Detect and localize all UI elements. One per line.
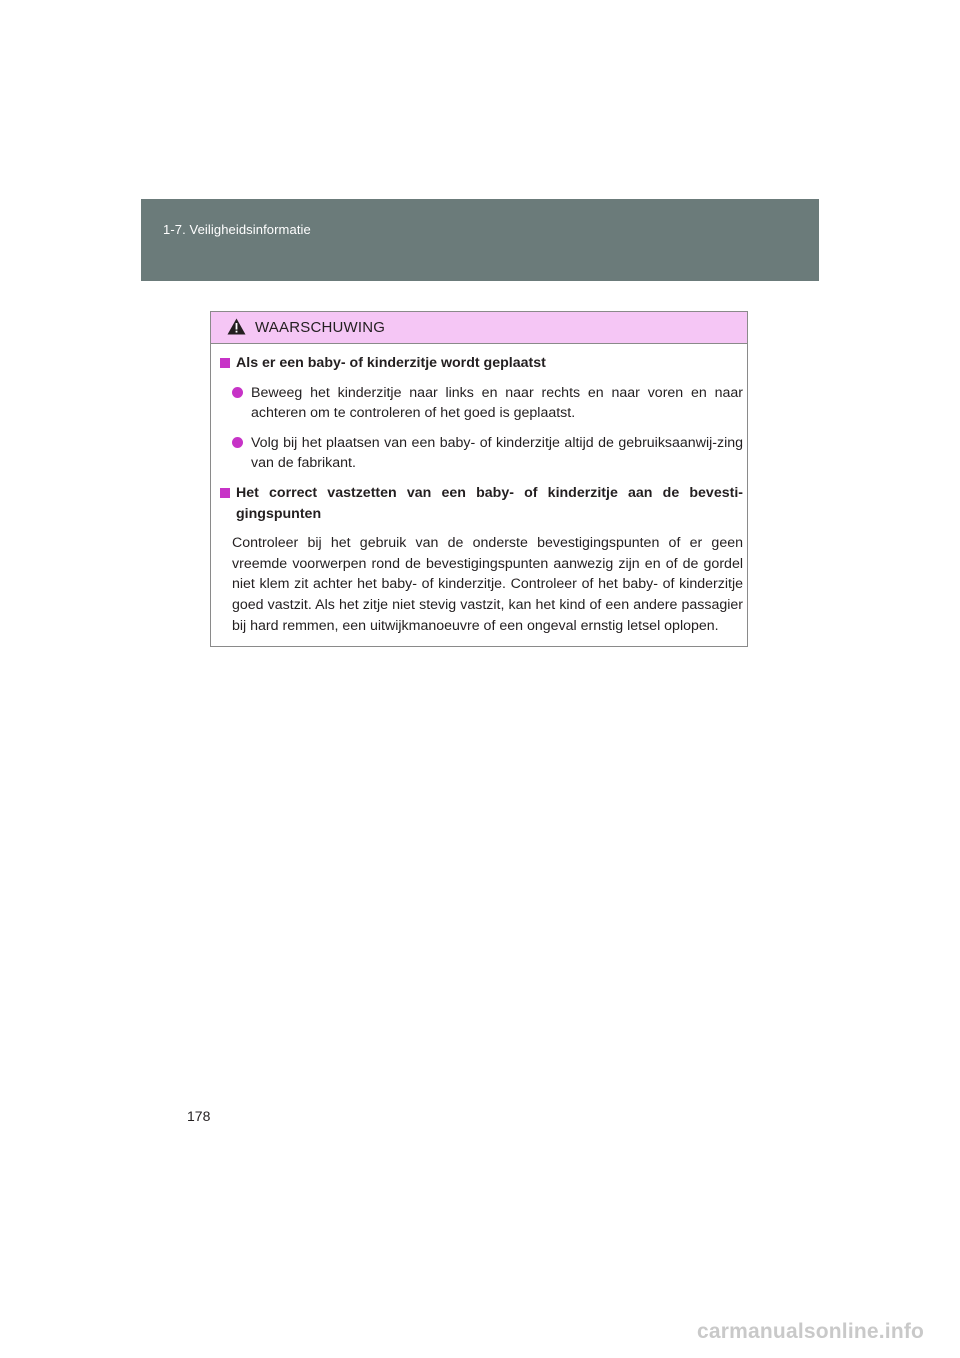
warning-header [211,312,747,344]
section-heading: Het correct vastzetten van een baby- of kinderzitje aan de bevesti-gingspunten [220,483,743,524]
warning-body [220,353,743,636]
square-bullet-icon [220,488,230,498]
list-item: Beweeg het kinderzitje naar links en naar rechts en naar voren en naar achteren om te controleren of het goed is geplaatst. [232,383,743,424]
page-number: 178 [187,1108,211,1124]
list-item: Volg bij het plaatsen van een baby- of kinderzitje altijd de gebruiksaanwij-zing van de fabrikant. [232,433,743,474]
section-header-bar [141,199,819,281]
warning-box [210,311,748,647]
warning-paragraph: Controleer bij het gebruik van de onderste bevestigingspunten of er geen vreemde voorwerpen rond de bevestigingspunten aanwezig zijn en of de gordel niet klem zit achter het baby- of kinderzitje. Controleer of het baby- of kinderzitje goed vastzit. Als het zitje niet stevig vastzit, kan het kind of een andere passagier bij hard remmen, een uitwijkmanoeuvre of een ongeval ernstig letsel oplopen. [232,535,743,634]
warning-triangle-icon [227,318,246,335]
round-bullet-icon [232,437,243,448]
section-heading: Als er een baby- of kinderzitje wordt geplaatst [220,353,743,374]
watermark: carmanualsonline.info [697,1320,925,1343]
warning-title: WAARSCHUWING [255,319,386,336]
section-label: 1-7. Veiligheidsinformatie [163,222,311,237]
round-bullet-icon [232,387,243,398]
square-bullet-icon [220,358,230,368]
